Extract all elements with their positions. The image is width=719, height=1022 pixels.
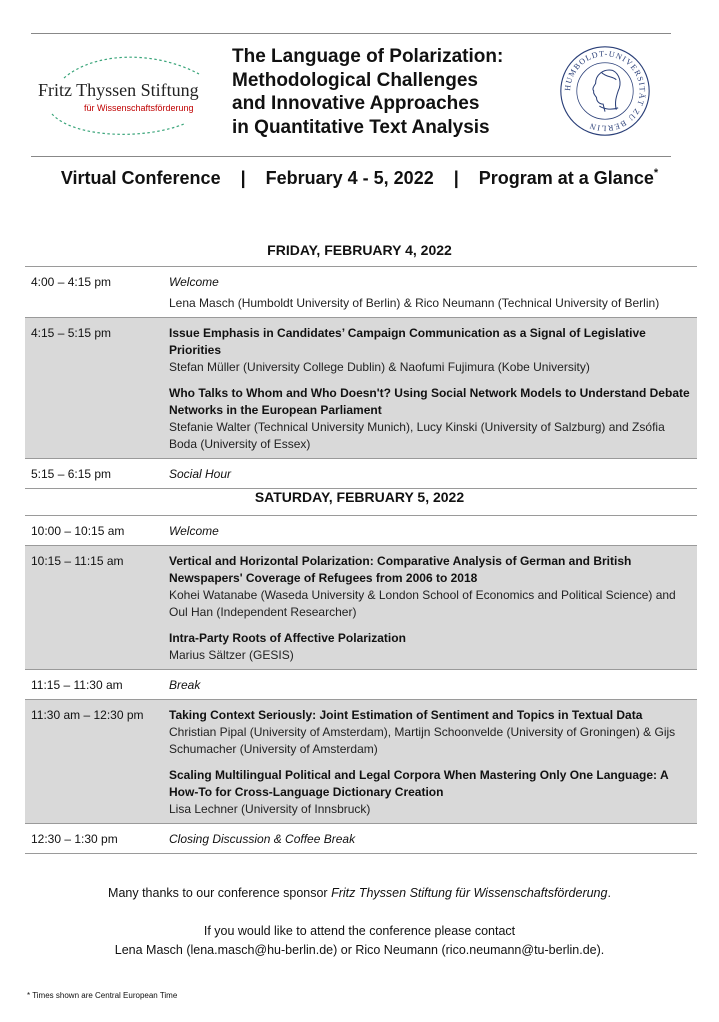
document-title [232,45,532,139]
talk-title: Taking Context Seriously: Joint Estimation of Sentiment and Topics in Textual Data [169,708,643,722]
talk [169,385,691,453]
seal-ring-text: HUMBOLDT-UNIVERSITÄT ZU BERLIN [563,49,647,133]
day-heading-saturday: SATURDAY, FEBRUARY 5, 2022 [254,489,465,505]
session-label: Welcome [169,275,219,289]
row-time: 10:15 – 11:15 am [31,554,124,568]
schedule-row [25,515,697,545]
conference-dates: February 4 - 5, 2022 [265,168,434,188]
schedule-friday [25,266,697,489]
title-line: The Language of Polarization: [232,46,504,67]
svg-text:HUMBOLDT-UNIVERSITÄT ZU BERLIN [563,49,647,133]
row-time: 5:15 – 6:15 pm [31,467,112,481]
schedule-row [25,545,697,669]
row-time: 12:30 – 1:30 pm [31,832,118,846]
talk-authors: Christian Pipal (University of Amsterdam), Martijn Schoonvelde (University of Groningen) & Gijs Schumacher (University of Amsterdam) [169,725,676,756]
separator: | [240,168,246,188]
row-time: 4:00 – 4:15 pm [31,275,112,289]
sponsor-prefix: Many thanks to our conference sponsor [108,886,332,900]
footnote: * Times shown are Central European Time [27,991,178,1000]
row-time: 10:00 – 10:15 am [31,524,125,538]
logo-subtitle: für Wissenschaftsförderung [84,103,194,113]
top-rule [31,33,671,34]
title-line: Methodological Challenges [232,69,478,91]
row-time: 11:15 – 11:30 am [31,678,123,692]
schedule-row [25,317,697,458]
logo-name: Fritz Thyssen Stiftung [38,80,199,100]
header-rule [31,156,671,157]
schedule-row [25,669,697,699]
conference-type: Virtual Conference [60,168,221,188]
talk-title: Vertical and Horizontal Polarization: Comparative Analysis of German and British Newspapers' Coverage of Refugees from 2006 to 2018 [169,554,632,585]
talk [169,630,691,664]
talk-authors: Stefanie Walter (Technical University Munich), Lucy Kinski (University of Salzburg) and Zsófia Boda (University of Essex) [169,420,665,451]
contact-line: Lena Masch (lena.masch@hu-berlin.de) or Rico Neumann (rico.neumann@tu-berlin.de). [114,943,605,957]
program-label: Program at a Glance [478,168,654,188]
day-heading-friday: FRIDAY, FEBRUARY 4, 2022 [267,242,452,258]
schedule-saturday [25,515,697,854]
talk-authors: Marius Sältzer (GESIS) [169,648,294,662]
separator: | [453,168,459,188]
talk-title: Issue Emphasis in Candidates’ Campaign Communication as a Signal of Legislative Priorities [169,326,646,357]
sponsor-name: Fritz Thyssen Stiftung für Wissenschaftsförderung [331,886,608,900]
talk-title: Who Talks to Whom and Who Doesn't? Using Social Network Models to Understand Debate Networks in the European Parliament [169,386,690,417]
conference-line [0,167,719,189]
sponsor-suffix: . [607,886,611,900]
row-time: 4:15 – 5:15 pm [31,326,112,340]
sponsor-note [0,884,719,903]
session-label: Break [169,678,201,692]
session-label: Welcome [169,524,219,538]
schedule-row [25,458,697,489]
session-note: Lena Masch (Humboldt University of Berlin) & Rico Neumann (Technical University of Berlin) [169,296,660,310]
title-line: in Quantitative Text Analysis [232,116,490,138]
footnote-marker: * [653,167,659,179]
talk-authors: Kohei Watanabe (Waseda University & London School of Economics and Political Science) and Oul Han (Independent Researcher) [169,588,676,619]
talk-authors: Lisa Lechner (University of Innsbruck) [169,802,371,816]
schedule-row [25,266,697,317]
title-line: and Innovative Approaches [232,93,480,114]
row-time: 11:30 am – 12:30 pm [31,708,144,722]
talk [169,707,691,758]
talk-title: Intra-Party Roots of Affective Polarization [169,631,406,645]
session-label: Closing Discussion & Coffee Break [169,832,356,846]
humboldt-seal-icon [558,44,652,138]
talk [169,767,691,818]
session-label: Social Hour [169,467,232,481]
contact-note [0,922,719,960]
talk-authors: Stefan Müller (University College Dublin) & Naofumi Fujimura (Kobe University) [169,360,590,374]
talk [169,325,691,376]
fritz-thyssen-stiftung-logo [34,52,224,142]
schedule-row [25,699,697,823]
contact-line: If you would like to attend the conference please contact [203,924,516,938]
talk-title: Scaling Multilingual Political and Legal Corpora When Mastering Only One Language: A How-To for Cross-Language Dictionary Creation [169,768,669,799]
schedule-row [25,823,697,854]
talk [169,553,691,621]
